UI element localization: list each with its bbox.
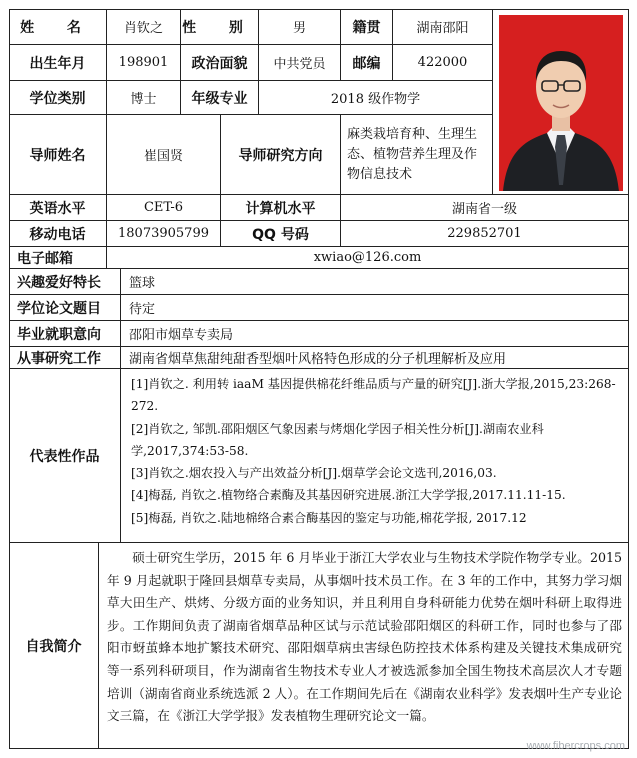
hometown-value: 湖南邵阳 (393, 9, 493, 45)
politics-value: 中共党员 (259, 45, 341, 81)
gender-label: 性 别 (181, 9, 259, 45)
hometown-label: 籍贯 (341, 9, 393, 45)
birth-value: 198901 (107, 45, 181, 81)
publication-item: [5]梅磊, 肖钦之.陆地棉络合素合酶基因的鉴定与功能,棉花学报, 2017.12 (131, 510, 527, 525)
politics-label: 政治面貌 (181, 45, 259, 81)
publication-item: [1]肖钦之. 利用转 iaaM 基因提供棉花纤维品质与产量的研究[J].浙大学报,2015,23:268-272. (131, 377, 616, 414)
qq-label: QQ 号码 (221, 221, 341, 247)
supervisor-label: 导师姓名 (9, 115, 107, 195)
intro-paragraph: 硕士研究生学历，2015 年 6 月毕业于浙江大学农业与生物技术学院作物学专业。2015 年 9 月起就职于隆回县烟草专卖局，从事烟叶技术员工作。在 3 年的工作中，其努力学习烟草大田生产、烘烤、分级方面的业务知识，并且利用自身科研能力优势在烟叶科研上取得进步。工作期间负责了湖南省烟草品种区试与示范试验邵阳烟区的科研工作，同时也参与了邵阳市蚜茧蜂本地扩繁技术研究、邵阳烟草病虫害绿色防控技术体系构建及关键技术集成研究等一系列科研项目，作为湖南省生物技术专业人才被选派参加全国生物技术高层次人才专题培训（湖南省商业系统选派 2 人）。在工作期间先后在《湖南农业科学》发表烟叶生产专业论文三篇，在《浙江大学学报》发表植物生理研究论文一篇。 (107, 550, 622, 724)
profile-photo (499, 15, 623, 191)
qq-value: 229852701 (341, 221, 629, 247)
watermark-text: www.fibercrops.com (526, 740, 625, 752)
postcode-label: 邮编 (341, 45, 393, 81)
publications-label: 代表性作品 (9, 369, 121, 543)
resume-table (9, 9, 629, 749)
english-value: CET-6 (107, 195, 221, 221)
person-portrait (499, 15, 623, 191)
english-label: 英语水平 (9, 195, 107, 221)
intro-label: 自我简介 (9, 543, 99, 749)
phone-value: 18073905799 (107, 221, 221, 247)
email-value: xwiao@126.com (107, 247, 629, 269)
gender-value: 男 (259, 9, 341, 45)
thesis-label: 学位论文题目 (9, 295, 121, 321)
birth-label: 出生年月 (9, 45, 107, 81)
thesis-value: 待定 (121, 295, 629, 321)
degree-type-label: 学位类别 (9, 81, 107, 115)
phone-label: 移动电话 (9, 221, 107, 247)
supervisor-field-value (341, 115, 493, 195)
intro-text (99, 543, 629, 749)
supervisor-field-text: 麻类栽培育种、生理生态、植物营养生理及作物信息技术 (347, 126, 478, 182)
research-label: 从事研究工作 (9, 347, 121, 369)
name-label: 姓 名 (9, 9, 107, 45)
publication-item: [3]肖钦之.烟农投入与产出效益分析[J].烟草学会论文选刊,2016,03. (131, 466, 497, 481)
computer-label: 计算机水平 (221, 195, 341, 221)
grade-major-value: 2018 级作物学 (259, 81, 493, 115)
publication-item: [2]肖钦之, 邹凯.邵阳烟区气象因素与烤烟化学因子相关性分析[J].湖南农业科学,2017,374:53-58. (131, 421, 544, 458)
supervisor-field-label: 导师研究方向 (221, 115, 341, 195)
photo-frame (493, 9, 629, 195)
degree-type-value: 博士 (107, 81, 181, 115)
supervisor-value: 崔国贤 (107, 115, 221, 195)
email-label: 电子邮箱 (9, 247, 107, 269)
postcode-value: 422000 (393, 45, 493, 81)
grade-major-label: 年级专业 (181, 81, 259, 115)
name-value: 肖钦之 (107, 9, 181, 45)
publication-item: [4]梅磊, 肖钦之.植物络合素酶及其基因研究进展.浙江大学学报,2017.11.11-15. (131, 488, 566, 503)
career-label: 毕业就职意向 (9, 321, 121, 347)
publications-list (121, 369, 629, 543)
career-value: 邵阳市烟草专卖局 (121, 321, 629, 347)
hobbies-label: 兴趣爱好特长 (9, 269, 121, 295)
computer-value: 湖南省一级 (341, 195, 629, 221)
hobbies-value: 篮球 (121, 269, 629, 295)
research-value: 湖南省烟草焦甜纯甜香型烟叶风格特色形成的分子机理解析及应用 (121, 347, 629, 369)
